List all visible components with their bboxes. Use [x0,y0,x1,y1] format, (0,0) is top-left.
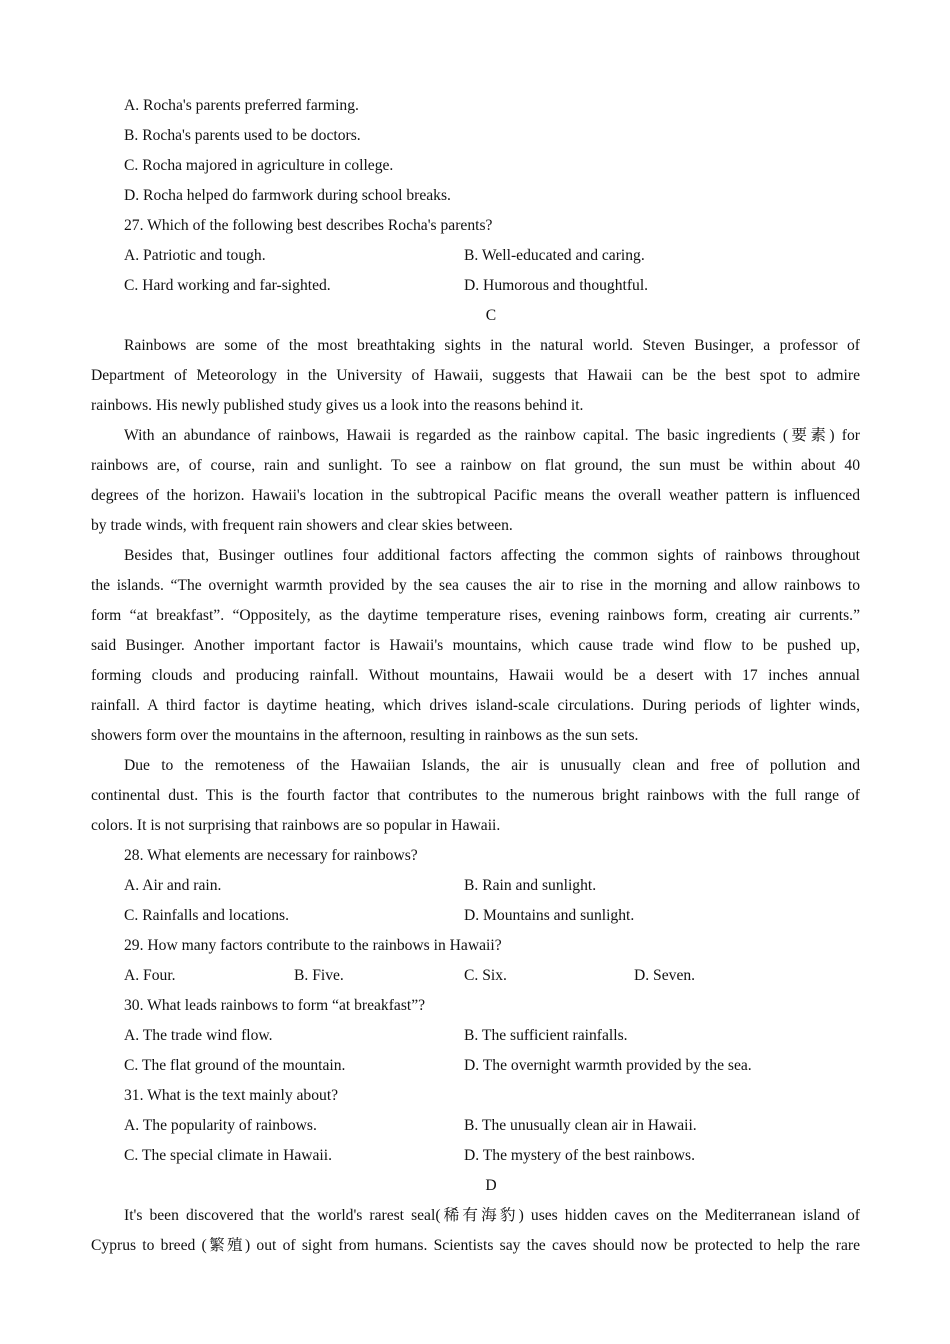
option-b: B. Rain and sunlight. [464,877,597,894]
option-c: C. Six. [464,967,507,984]
section-heading-d: D [485,1177,497,1194]
option-c: C. Rainfalls and locations. [124,907,290,924]
option-line: D. Rocha helped do farmwork during school breaks. [124,187,451,204]
passage-c-line: rainfall. A third factor is daytime heating, which drives island-scale circulations. During periods of lighter winds, [91,697,860,714]
option-d: D. The mystery of the best rainbows. [464,1147,695,1164]
option-d: D. Mountains and sunlight. [464,907,635,924]
passage-d-line: Cyprus to breed (繁殖) out of sight from humans. Scientists say the caves should now be protected to help the rare [91,1237,860,1254]
question-28-options-row-1 [124,876,893,896]
option-b: B. The unusually clean air in Hawaii. [464,1117,697,1134]
option-c: C. The flat ground of the mountain. [124,1057,346,1074]
question-27-options-row-2 [124,276,893,296]
passage-c-line: forming clouds and producing rainfall. Without mountains, Hawaii would be a desert with 17 inches annual [91,667,860,684]
passage-c-line: showers form over the mountains in the afternoon, resulting in rainbows as the sun sets. [91,727,639,744]
question-31-options-row-2 [124,1146,893,1166]
question-30-options-row-1 [124,1026,893,1046]
passage-c-line: rainbows are, of course, rain and sunlight. To see a rainbow on flat ground, the sun must be within about 40 [91,457,860,474]
question-27: 27. Which of the following best describes Rocha's parents? [124,217,493,234]
option-c: C. The special climate in Hawaii. [124,1147,332,1164]
option-line: A. Rocha's parents preferred farming. [124,97,359,114]
option-b: B. Five. [294,967,344,984]
option-d: D. Humorous and thoughtful. [464,277,649,294]
passage-c-line: Department of Meteorology in the University of Hawaii, suggests that Hawaii can be the best spot to admire [91,367,860,384]
passage-c-line: said Businger. Another important factor is Hawaii's mountains, which cause trade wind flow to be pushed up, [91,637,860,654]
passage-c-line: Due to the remoteness of the Hawaiian Islands, the air is unusually clean and free of pollution and [124,757,860,774]
passage-c-line: Besides that, Businger outlines four additional factors affecting the common sights of rainbows throughout [124,547,860,564]
passage-d-line: It's been discovered that the world's rarest seal(稀有海豹) uses hidden caves on the Mediterranean island of [124,1207,860,1224]
passage-c-line: form “at breakfast”. “Oppositely, as the daytime temperature rises, evening rainbows form, creating air currents.” [91,607,860,624]
question-28-options-row-2 [124,906,893,926]
passage-c-line: the islands. “The overnight warmth provided by the sea causes the air to rise in the morning and allow rainbows to [91,577,860,594]
option-b: B. Well-educated and caring. [464,247,645,264]
option-line: B. Rocha's parents used to be doctors. [124,127,361,144]
section-heading-c: C [485,307,497,324]
passage-c-line: by trade winds, with frequent rain showers and clear skies between. [91,517,513,534]
option-a: A. Patriotic and tough. [124,247,266,264]
question-30-options-row-2 [124,1056,893,1076]
question-31: 31. What is the text mainly about? [124,1087,339,1104]
option-line: C. Rocha majored in agriculture in college. [124,157,394,174]
passage-c-line: Rainbows are some of the most breathtaking sights in the natural world. Steven Businger, a professor of [124,337,860,354]
option-c: C. Hard working and far-sighted. [124,277,331,294]
passage-c-line: rainbows. His newly published study gives us a look into the reasons behind it. [91,397,584,414]
option-a: A. Air and rain. [124,877,222,894]
question-30: 30. What leads rainbows to form “at breakfast”? [124,997,426,1014]
question-28: 28. What elements are necessary for rainbows? [124,847,418,864]
passage-c-line: continental dust. This is the fourth factor that contributes to the numerous bright rainbows with the full range of [91,787,860,804]
option-a: A. The trade wind flow. [124,1027,273,1044]
question-31-options-row-1 [124,1116,893,1136]
passage-c-line: degrees of the horizon. Hawaii's location in the subtropical Pacific means the overall weather pattern is influenced [91,487,860,504]
question-29: 29. How many factors contribute to the rainbows in Hawaii? [124,937,502,954]
question-27-options-row-1 [124,246,893,266]
option-d: D. The overnight warmth provided by the sea. [464,1057,752,1074]
option-d: D. Seven. [634,967,696,984]
option-b: B. The sufficient rainfalls. [464,1027,628,1044]
passage-c-line: colors. It is not surprising that rainbows are so popular in Hawaii. [91,817,501,834]
option-a: A. The popularity of rainbows. [124,1117,317,1134]
option-a: A. Four. [124,967,176,984]
passage-c-line: With an abundance of rainbows, Hawaii is regarded as the rainbow capital. The basic ingredients (要素) for [124,427,860,444]
